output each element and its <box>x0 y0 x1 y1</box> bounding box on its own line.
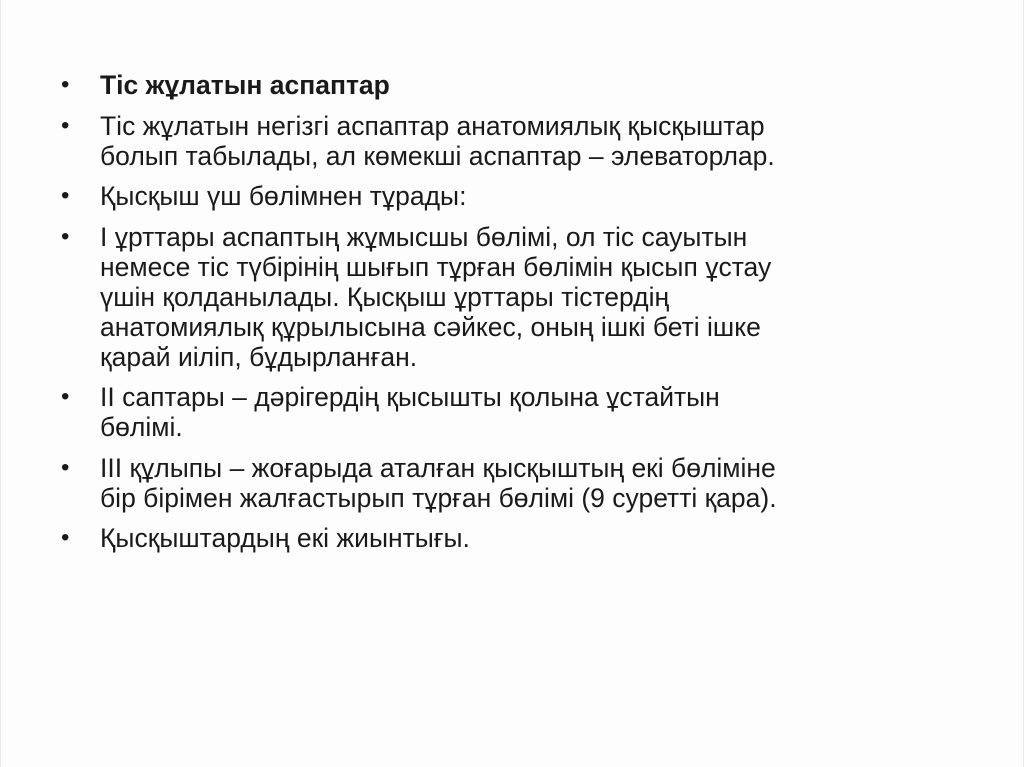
bullet-item <box>61 111 961 171</box>
text-line: І ұрттары аспаптың жұмысшы бөлімі, ол тіс сауытын <box>100 221 748 252</box>
text-line: ІІІ құлыпы – жоғарыда аталған қысқыштың екі бөліміне <box>100 452 776 483</box>
bullet-text <box>100 111 961 171</box>
bullet-text: Тіс жұлатын аспаптар <box>100 70 390 100</box>
bullet-item <box>61 453 961 513</box>
text-line: анатомиялық құрылысына сәйкес, оның ішкі беті ішке <box>100 311 761 342</box>
text-line: немесе тіс түбірінің шығып тұрған бөлімін қысып ұстау <box>100 251 772 282</box>
text-line: ІІ саптары – дәрігердің қысышты қолына ұстайтын <box>100 382 720 412</box>
bullet-text: Қысқыш үш бөлімнен тұрады: <box>100 181 467 211</box>
bullet-text: Қысқыштардың екі жиынтығы. <box>100 523 470 553</box>
bullet-icon: • <box>61 453 70 481</box>
bullet-icon: • <box>61 71 70 98</box>
bullet-list <box>61 70 961 553</box>
bullet-icon: • <box>61 383 70 410</box>
text-line: болып табылады, ал көмекші аспаптар – элеваторлар. <box>100 140 775 171</box>
slide-content <box>61 70 961 564</box>
bullet-item <box>61 70 961 100</box>
text-line: бөлімі. <box>100 412 183 442</box>
text-line: үшін қолданылады. Қысқыш ұрттары тістердің <box>100 281 670 312</box>
text-line: Тіс жұлатын негізгі аспаптар анатомиялық қысқыштар <box>100 110 765 141</box>
bullet-item <box>61 523 961 553</box>
bullet-icon: • <box>61 182 70 209</box>
bullet-icon: • <box>61 524 70 551</box>
text-line: бір бірімен жалғастырып тұрған бөлімі (9 суретті қара). <box>100 482 777 513</box>
bullet-icon: • <box>61 111 70 139</box>
bullet-item <box>61 222 961 372</box>
bullet-item <box>61 181 961 211</box>
bullet-item <box>61 382 961 442</box>
bullet-text <box>100 453 961 513</box>
bullet-text <box>100 382 961 442</box>
bullet-text <box>100 222 961 372</box>
text-line: қарай иіліп, бұдырланған. <box>100 341 418 372</box>
bullet-icon: • <box>61 222 70 250</box>
